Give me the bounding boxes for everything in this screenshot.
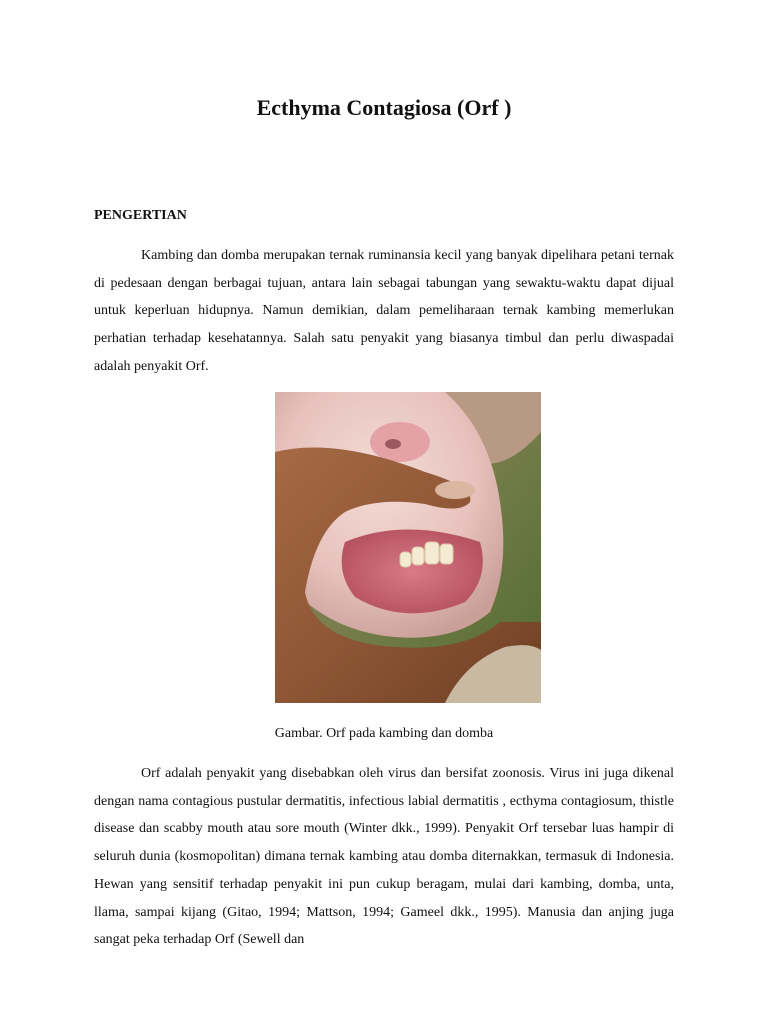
paragraph-orf-definition: Orf adalah penyakit yang disebabkan oleh virus dan bersifat zoonosis. Virus ini juga dikenal dengan nama contagious pustular dermatitis, infectious labial dermatitis , ecthyma contagiosum, thistle disease dan scabby mouth atau sore mouth (Winter dkk., 1999). Penyakit Orf tersebar luas hampir di seluruh dunia (kosmopolitan) dimana ternak kambing atau domba diternakkan, termasuk di Indonesia. Hewan yang sensitif terhadap penyakit ini pun cukup beragam, mulai dari kambing, domba, unta, llama, sampai kijang (Gitao, 1994; Mattson, 1994; Gameel dkk., 1995). Manusia dan anjing juga sangat peka terhadap Orf (Sewell dan	[94, 766, 674, 948]
photo-illustration	[275, 392, 541, 703]
paragraph-intro: Kambing dan domba merupakan ternak ruminansia kecil yang banyak dipelihara petani ternak di pedesaan dengan berbagai tujuan, antara lain sebagai tabungan yang sewaktu-waktu dapat dijual untuk keperluan hidupnya. Namun demikian, dalam pemeliharaan ternak kambing memerlukan perhatian terhadap kesehatannya. Salah satu penyakit yang biasanya timbul dan perlu diwaspadai adalah penyakit Orf.	[94, 248, 674, 374]
document-title: Ecthyma Contagiosa (Orf )	[256, 95, 512, 120]
section-heading: PENGERTIAN	[94, 208, 187, 223]
figure-caption: Gambar. Orf pada kambing dan domba	[274, 726, 494, 741]
figure-photo-orf	[275, 392, 541, 703]
